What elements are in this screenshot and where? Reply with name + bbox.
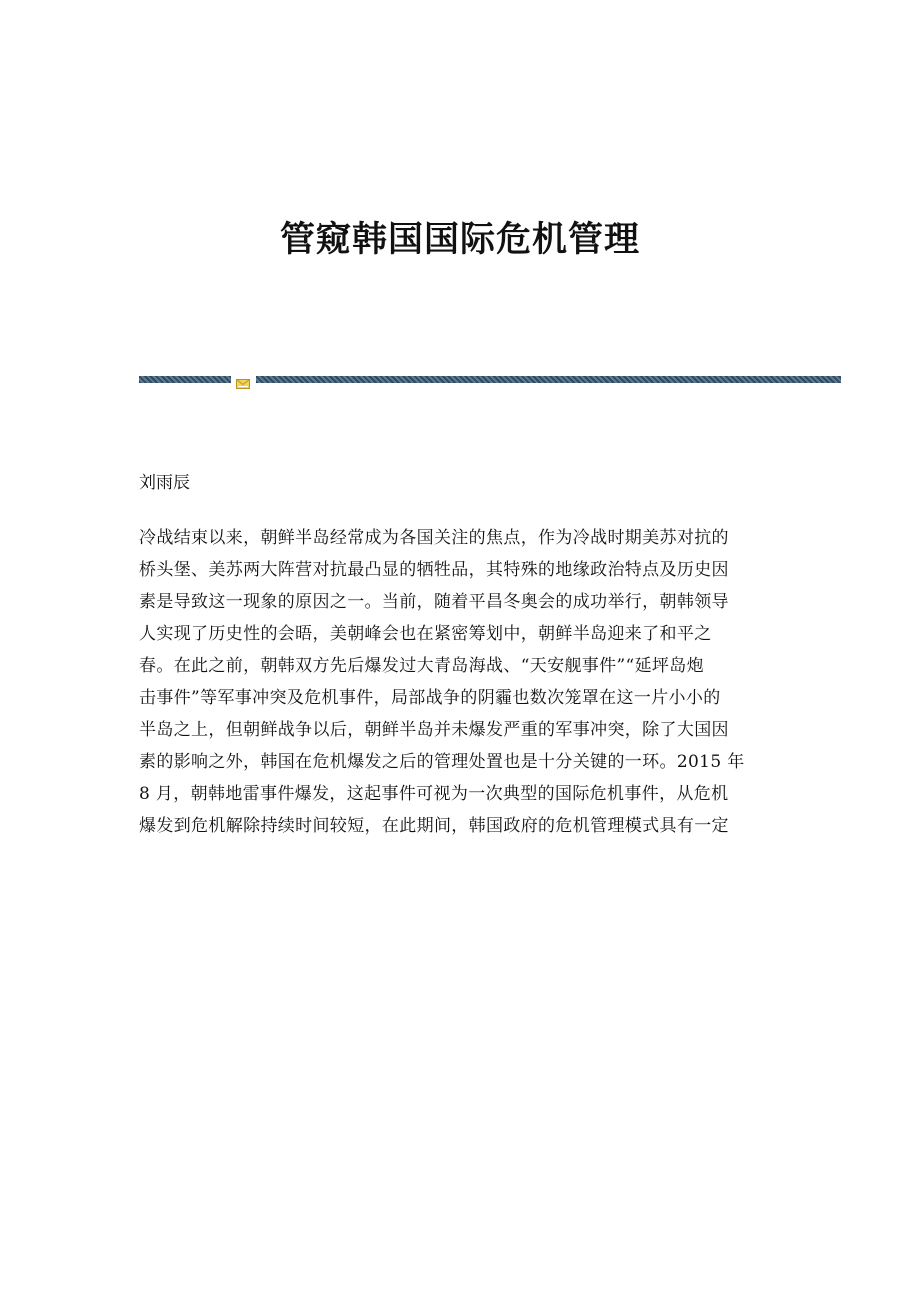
divider-bar-left <box>139 376 231 383</box>
body-line: 人实现了历史性的会晤，美朝峰会也在紧密筹划中，朝鲜半岛迎来了和平之 <box>139 624 712 644</box>
envelope-ornament-icon <box>236 374 250 384</box>
body-line: 8 月，朝韩地雷事件爆发，这起事件可视为一次典型的国际危机事件，从危机 <box>139 784 729 804</box>
body-line: 半岛之上，但朝鲜战争以后，朝鲜半岛并未爆发严重的军事冲突，除了大国因 <box>139 720 729 740</box>
body-paragraph <box>139 522 779 842</box>
document-title: 管窥韩国国际危机管理 <box>279 219 640 260</box>
body-line: 素是导致这一现象的原因之一。当前，随着平昌冬奥会的成功举行，朝韩领导 <box>139 592 729 612</box>
title-divider <box>139 374 841 384</box>
body-line: 素的影响之外，韩国在危机爆发之后的管理处置也是十分关键的一环。2015 年 <box>139 752 745 772</box>
body-line: 冷战结束以来，朝鲜半岛经常成为各国关注的焦点，作为冷战时期美苏对抗的 <box>139 528 729 548</box>
author-name: 刘雨辰 <box>139 473 190 493</box>
divider-bar-right <box>256 376 841 383</box>
body-line: 爆发到危机解除持续时间较短，在此期间，韩国政府的危机管理模式具有一定 <box>139 816 729 836</box>
body-line: 击事件”等军事冲突及危机事件，局部战争的阴霾也数次笼罩在这一片小小的 <box>139 688 721 708</box>
body-line: 桥头堡、美苏两大阵营对抗最凸显的牺牲品，其特殊的地缘政治特点及历史因 <box>139 560 729 580</box>
body-line: 春。在此之前，朝韩双方先后爆发过大青岛海战、“天安舰事件”“延坪岛炮 <box>139 656 704 676</box>
